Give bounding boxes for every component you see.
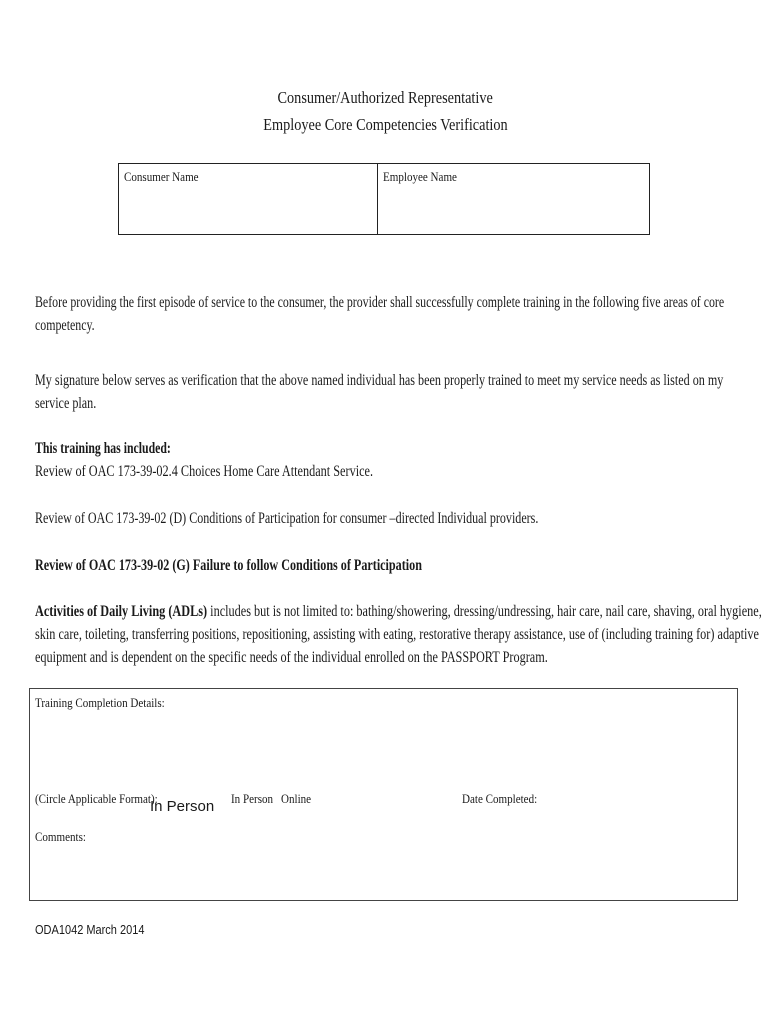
consumer-name-field[interactable]: [119, 164, 378, 234]
training-heading: This training has included:: [35, 440, 171, 457]
signature-paragraph: [35, 369, 723, 415]
employee-name-label: Employee Name: [383, 169, 457, 184]
employee-name-field[interactable]: [378, 164, 649, 234]
intro-paragraph: [35, 291, 724, 337]
intro-line-1: Before providing the first episode of service to the consumer, the provider shall successfully complete training in the following five areas of core: [35, 294, 725, 311]
review-choices: Review of OAC 173-39-02.4 Choices Home Care Attendant Service.: [35, 463, 374, 480]
form-subtitle: [0, 115, 770, 135]
date-completed-label: Date Completed:: [462, 791, 538, 806]
adl-heading: Activities of Daily Living (ADLs): [35, 603, 208, 620]
comments-label: Comments:: [35, 829, 86, 844]
format-label: (Circle Applicable Format):: [35, 791, 158, 806]
adl-line-1-text: includes but is not limited to: bathing/showering, dressing/undressing, hair care, nail care, shaving, oral hygiene,: [207, 603, 762, 620]
option-online[interactable]: Online: [281, 791, 312, 806]
option-in-person[interactable]: In Person: [231, 791, 274, 806]
name-table: [118, 163, 650, 235]
title-line-1: Consumer/Authorized Representative: [277, 88, 493, 107]
adl-paragraph: [35, 600, 762, 669]
adl-line-3: equipment and is dependent on the specific needs of the individual enrolled on the PASSPORT Program.: [35, 649, 548, 666]
training-details-label: Training Completion Details:: [35, 695, 165, 710]
review-conditions: Review of OAC 173-39-02 (D) Conditions of Participation for consumer –directed Individual providers.: [35, 510, 539, 527]
signature-line-2: service plan.: [35, 395, 97, 412]
review-failure: Review of OAC 173-39-02 (G) Failure to follow Conditions of Participation: [35, 557, 422, 574]
form-title: [0, 88, 770, 108]
form-id: ODA1042 March 2014: [35, 923, 145, 937]
signature-line-1: My signature below serves as verification that the above named individual has been properly trained to meet my service needs as listed on my: [35, 372, 724, 389]
format-entry[interactable]: In Person: [150, 798, 215, 815]
adl-line-1: [35, 600, 762, 623]
consumer-name-label: Consumer Name: [124, 169, 199, 184]
intro-line-2: competency.: [35, 317, 95, 334]
title-line-2: Employee Core Competencies Verification: [262, 115, 508, 134]
adl-line-2: skin care, toileting, transferring positions, repositioning, assisting with eating, restorative therapy assistance, use of (including training for) adaptive: [35, 626, 759, 643]
